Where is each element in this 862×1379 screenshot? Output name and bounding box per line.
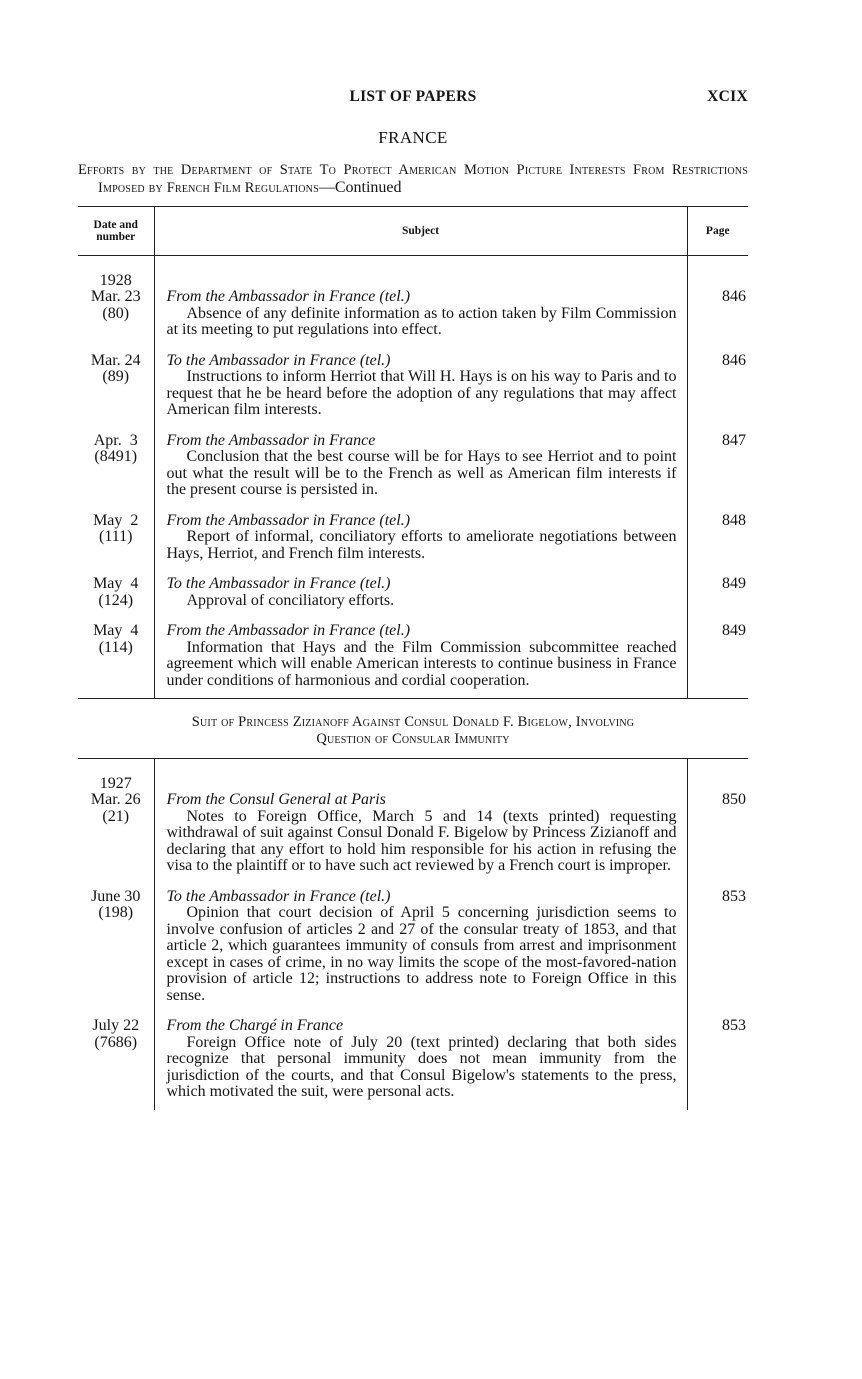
- entry-page-cell: [687, 289, 748, 352]
- entry-page: 848: [722, 511, 746, 529]
- entry-date-cell: [78, 289, 154, 352]
- entry-number: (124): [98, 591, 134, 609]
- table-row: [78, 512, 748, 576]
- entry-page: 850: [722, 791, 746, 808]
- entry-page: 846: [722, 351, 746, 369]
- country-heading: FRANCE: [378, 128, 448, 147]
- table-row: [78, 622, 748, 699]
- entry-date: Apr. 3: [93, 431, 138, 449]
- entry-summary: Report of informal, conciliatory efforts to ameliorate negotiations between Hays, Herriot, and French film interests.: [166, 528, 677, 562]
- entry-summary: Absence of any definite information as to action taken by Film Commission at its meeting to put regulations into effect.: [166, 304, 677, 338]
- header-date-number: Date and number: [78, 207, 154, 256]
- entry-date: July 22: [92, 1017, 140, 1034]
- papers-table-film: [78, 206, 748, 699]
- entry-date: June 30: [91, 887, 141, 905]
- entry-subject-cell: [154, 352, 687, 432]
- entry-number: (80): [102, 304, 130, 322]
- year-row-subject-spacer: [154, 759, 687, 793]
- entry-page-cell: [687, 575, 748, 622]
- section-heading-zizianoff: [78, 714, 748, 748]
- entry-number: (89): [102, 368, 130, 385]
- year-row-subject-spacer: [154, 256, 687, 290]
- entry-page-cell: [687, 622, 748, 699]
- entry-sender: From the Ambassador in France (tel.): [166, 511, 411, 529]
- entry-page: 847: [722, 431, 746, 449]
- table-row: [78, 432, 748, 512]
- entry-number: (111): [99, 528, 133, 545]
- entry-date: Mar. 23: [90, 288, 141, 305]
- entry-page-cell: [687, 792, 748, 888]
- entry-year: 1927: [78, 759, 154, 793]
- entry-summary: Information that Hays and the Film Commission subcommittee reached agreement which will enable American interests to continue business in France under conditions of harmonious and cordial cooperation.: [166, 638, 677, 689]
- entry-page: 846: [722, 288, 746, 305]
- table-body-film: [78, 256, 748, 699]
- entry-summary: Notes to Foreign Office, March 5 and 14 (texts printed) requesting withdrawal of suit against Consul Donald F. Bigelow by Princess Zizianoff and declaring that any effort to hold him responsible for his action in refusing the visa to the plaintiff or to have such act reviewed by a French court is improper.: [166, 807, 677, 874]
- year-row: [78, 759, 748, 793]
- entry-page-cell: [687, 1017, 748, 1110]
- entry-sender: From the Ambassador in France (tel.): [166, 622, 411, 639]
- table-row: [78, 1017, 748, 1110]
- entry-number: (8491): [94, 448, 138, 465]
- entry-sender: To the Ambassador in France (tel.): [166, 351, 391, 369]
- entry-date-cell: [78, 792, 154, 888]
- table-row: [78, 575, 748, 622]
- entry-sender: To the Ambassador in France (tel.): [166, 575, 391, 592]
- entry-page-cell: [687, 352, 748, 432]
- section-heading-zizianoff-line2: Question of Consular Immunity: [316, 731, 510, 747]
- entry-date: May 2: [93, 511, 139, 529]
- entry-date-cell: [78, 352, 154, 432]
- entry-number: (114): [98, 638, 133, 656]
- table-row: [78, 792, 748, 888]
- running-title: LIST OF PAPERS: [349, 88, 477, 105]
- entry-sender: To the Ambassador in France (tel.): [166, 887, 391, 905]
- document-page: [78, 88, 748, 1110]
- entry-subject-cell: [154, 512, 687, 576]
- entry-subject-cell: [154, 622, 687, 699]
- entry-page: 853: [722, 887, 746, 905]
- entry-page: 853: [722, 1017, 746, 1034]
- entry-page: 849: [722, 575, 746, 592]
- section-heading-film: [78, 162, 748, 197]
- entry-page: 849: [722, 622, 746, 639]
- running-head: [78, 88, 748, 110]
- section-heading-zizianoff-line1: Suit of Princess Zizianoff Against Consul Donald F. Bigelow, Involving: [191, 714, 635, 730]
- entry-date: Mar. 26: [90, 791, 141, 808]
- entry-summary: Foreign Office note of July 20 (text printed) declaring that both sides recognize that personal immunity does not mean immunity from the jurisdiction of the courts, and that Consul Bigelow's statements to the press, which motivated the suit, were personal acts.: [166, 1033, 677, 1100]
- entry-summary: Instructions to inform Herriot that Will H. Hays is on his way to Paris and to request that he be heard before the adoption of any regulations that may affect American film interests.: [166, 368, 677, 418]
- header-subject: Subject: [154, 207, 687, 256]
- entry-subject-cell: [154, 1017, 687, 1110]
- entry-date: May 4: [93, 575, 139, 592]
- entry-summary: Opinion that court decision of April 5 concerning jurisdiction seems to involve confusion of articles 2 and 27 of the consular treaty of 1853, and that article 2, which guarantees immunity of consuls from arrest and imprisonment except in cases of crime, in no way limits the scope of the most-favored-nation provision of article 12; instructions to address note to Foreign Office in this sense.: [166, 904, 677, 1004]
- entry-date-cell: [78, 1017, 154, 1110]
- header-page: Page: [687, 207, 748, 256]
- table-row: [78, 352, 748, 432]
- entry-subject-cell: [154, 289, 687, 352]
- year-row-page-spacer: [687, 256, 748, 290]
- section-heading-continued: —Continued: [318, 179, 402, 196]
- entry-date-cell: [78, 622, 154, 699]
- year-row-page-spacer: [687, 759, 748, 793]
- entry-page-cell: [687, 432, 748, 512]
- entry-date: Mar. 24: [90, 351, 141, 369]
- entry-number: (7686): [94, 1033, 138, 1051]
- table-row: [78, 289, 748, 352]
- entry-sender: From the Ambassador in France (tel.): [166, 288, 411, 305]
- entry-number: (198): [98, 904, 134, 921]
- entry-summary: Conclusion that the best course will be for Hays to see Herriot and to point out what the result will be to the French as well as American film interests if the present course is persisted in.: [166, 448, 677, 498]
- table-body-zizianoff: [78, 759, 748, 1110]
- entry-date-cell: [78, 888, 154, 1018]
- entry-page-cell: [687, 888, 748, 1018]
- entry-subject-cell: [154, 432, 687, 512]
- section-heading-film-text: Efforts by the Department of State To Protect American Motion Picture Interests From Restrictions Imposed by French Film Regulations: [78, 162, 748, 196]
- year-row: [78, 256, 748, 290]
- entry-date-cell: [78, 512, 154, 576]
- table-row: [78, 888, 748, 1018]
- entry-sender: From the Ambassador in France: [166, 431, 376, 449]
- entry-date-cell: [78, 575, 154, 622]
- table-header-row: [78, 207, 748, 256]
- entry-date: May 4: [93, 622, 139, 639]
- entry-sender: From the Consul General at Paris: [166, 791, 386, 808]
- papers-table-zizianoff: [78, 758, 748, 1110]
- entry-page-cell: [687, 512, 748, 576]
- entry-summary: Approval of conciliatory efforts.: [186, 591, 395, 609]
- entry-date-cell: [78, 432, 154, 512]
- entry-year: 1928: [78, 256, 154, 290]
- entry-number: (21): [102, 807, 130, 825]
- entry-subject-cell: [154, 792, 687, 888]
- entry-subject-cell: [154, 575, 687, 622]
- entry-subject-cell: [154, 888, 687, 1018]
- entry-sender: From the Chargé in France: [166, 1017, 344, 1034]
- page-folio: XCIX: [707, 88, 748, 105]
